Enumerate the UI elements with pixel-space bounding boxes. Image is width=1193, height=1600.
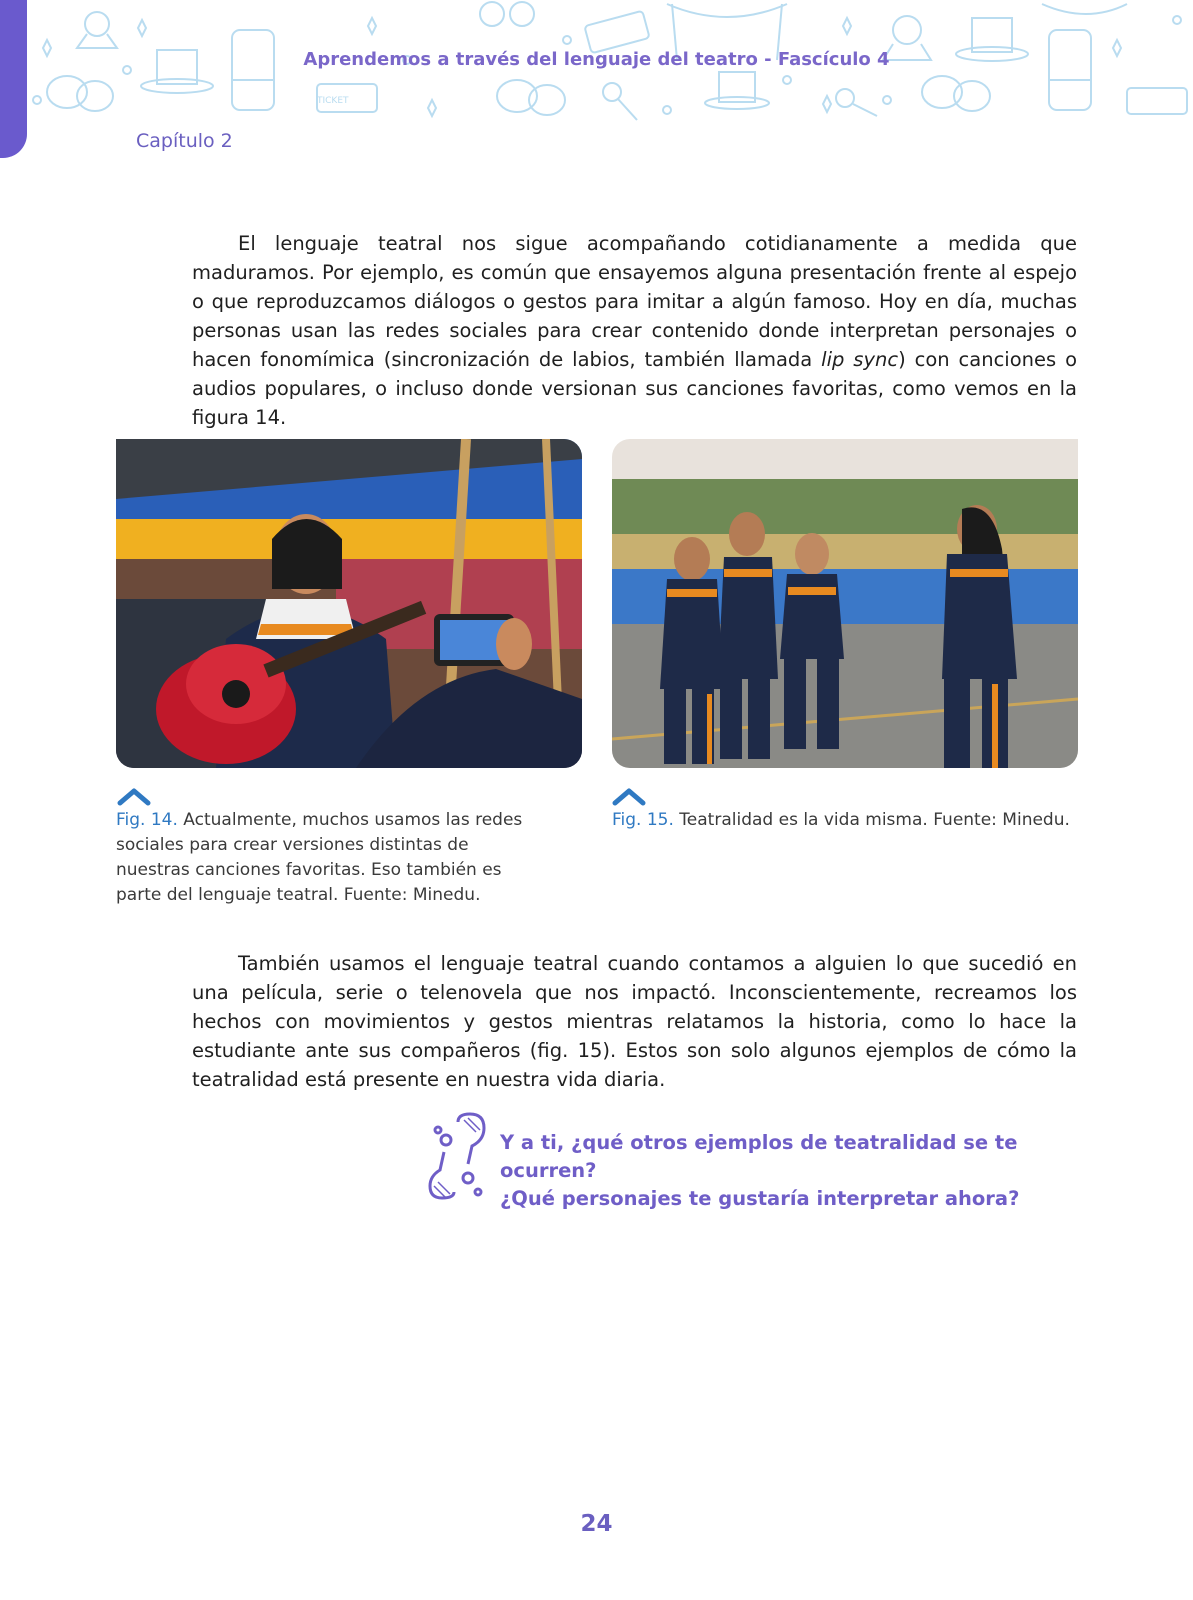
page-number: 24	[580, 1511, 613, 1537]
figure-15-caption-text: Teatralidad es la vida misma. Fuente: Minedu.	[673, 810, 1070, 830]
reflection-question-line-2: ¿Qué personajes te gustaría interpretar ahora?	[500, 1187, 1020, 1210]
svg-text:TICKET: TICKET	[317, 96, 349, 106]
lip-sync-term: lip sync	[821, 348, 899, 371]
figure-14-caption-text: Actualmente, muchos usamos las redes sociales para crear versiones distintas de nuestras canciones favoritas. Eso también es parte del lenguaje teatral. Fuente: Minedu.	[116, 810, 523, 905]
chevron-up-icon	[612, 786, 646, 806]
intro-text-end: ) con canciones o audios populares, o incluso donde versionan sus canciones favoritas, como vemos en la figura 14.	[192, 348, 1077, 429]
body-paragraph-text: También usamos el lenguaje teatral cuando contamos a alguien lo que sucedió en una película, serie o telenovela que nos impactó. Inconscientemente, recreamos los hechos con movimientos y gestos mientras relatamos la historia, como lo hace la estudiante ante sus compañeros (fig. 15). Estos son solo algunos ejemplos de cómo la teatralidad está presente en nuestra vida diaria.	[192, 952, 1077, 1091]
figure-15-caption	[612, 808, 1082, 833]
reflection-question-line-1: Y a ti, ¿qué otros ejemplos de teatralidad se te ocurren?	[500, 1131, 1018, 1182]
intro-paragraph	[192, 229, 1077, 432]
question-marks-icon	[428, 1112, 486, 1202]
figure-14-photo	[116, 439, 582, 768]
chapter-label: Capítulo 2	[136, 130, 233, 152]
chapter-side-tab	[0, 0, 27, 158]
binoculars-icon	[480, 2, 534, 26]
chevron-up-icon	[117, 786, 151, 806]
reflection-question	[500, 1129, 1100, 1213]
body-paragraph	[192, 949, 1077, 1094]
figure-15-photo	[612, 439, 1078, 768]
publication-title: Aprendemos a través del lenguaje del teatro - Fascículo 4	[303, 49, 890, 70]
figure-14-caption	[116, 808, 526, 908]
theatre-masks-icon	[47, 76, 990, 115]
throne-icon	[232, 30, 1091, 110]
figure-15-label: Fig. 15.	[612, 810, 674, 830]
figure-14-label: Fig. 14.	[116, 810, 178, 830]
intro-text-start: El lenguaje teatral nos sigue acompañando cotidianamente a medida que maduramos. Por ejemplo, es común que ensayemos alguna presentación frente al espejo o que reproduzcamos diálogos o gestos para imitar a algún famoso. Hoy en día, muchas personas usan las redes sociales para crear contenido donde interpretan personajes o hacen fonomímica (sincronización de labios, también llamada	[192, 232, 1077, 371]
